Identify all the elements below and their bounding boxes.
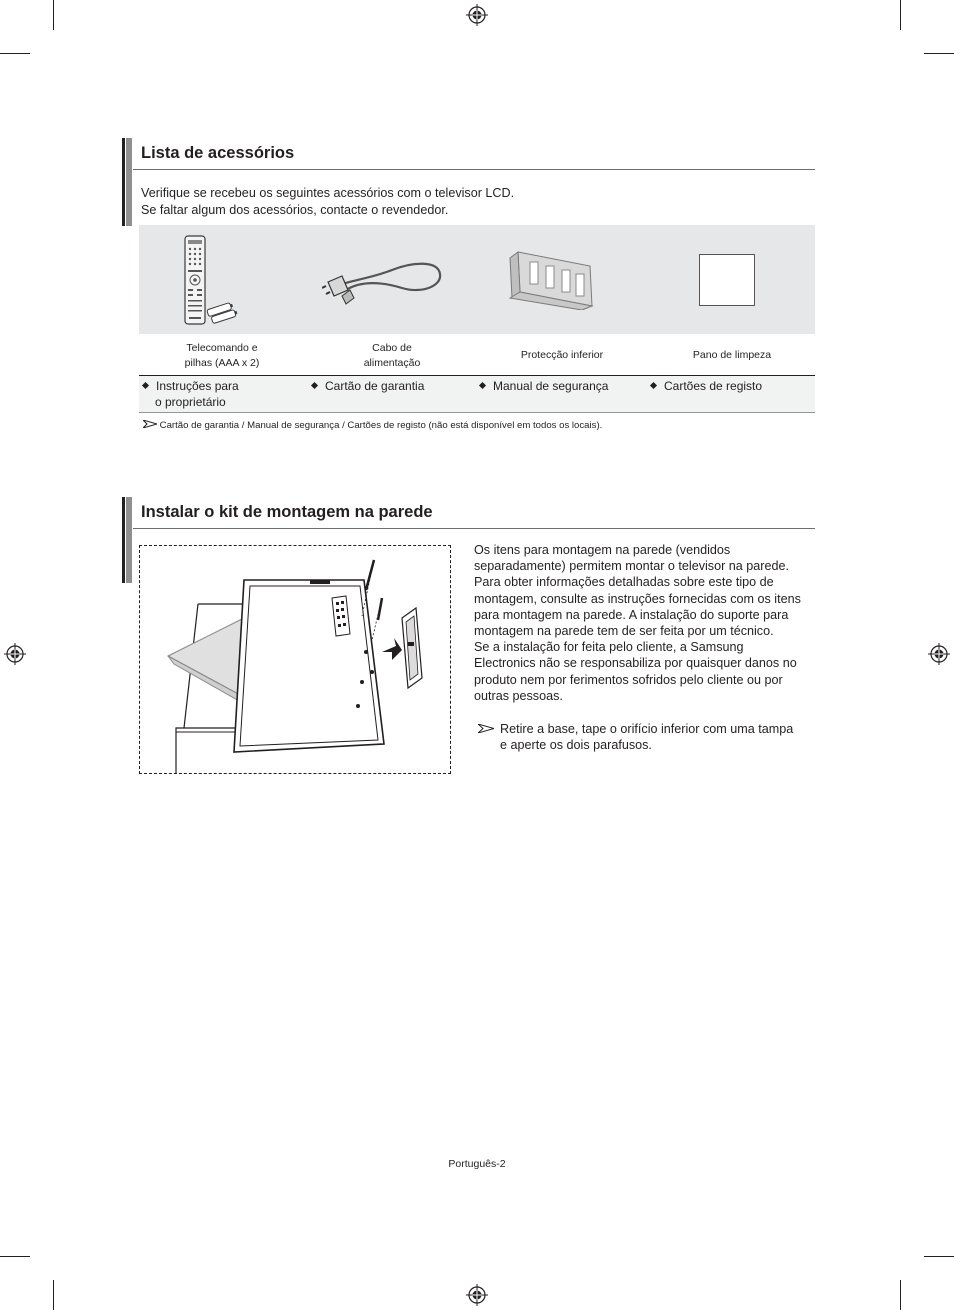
document-item	[312, 378, 424, 394]
paragraph-line: Os itens para montagem na parede (vendidos	[474, 543, 731, 557]
accessory-caption-line: pilhas (AAA x 2)	[184, 357, 260, 369]
section-accent-bar	[122, 138, 132, 226]
footnote	[143, 419, 602, 433]
document-item-label: Cartão de garantia	[325, 379, 425, 393]
document-item-label: Cartões de registo	[664, 379, 763, 393]
intro-line: Verifique se recebeu os seguintes acessórios com o televisor LCD.	[141, 186, 515, 200]
paragraph-line: Para obter informações detalhadas sobre este tipo de	[474, 575, 774, 590]
document-item	[480, 378, 608, 394]
wall-mount-note	[500, 721, 793, 753]
crop-mark	[900, 0, 901, 30]
document-item-label: o proprietário	[155, 395, 226, 409]
crop-mark	[53, 1280, 54, 1310]
registration-mark-icon	[928, 643, 950, 665]
registration-mark-icon	[466, 1284, 488, 1306]
section-title: Lista de acessórios	[141, 144, 295, 162]
accessory-caption	[494, 348, 630, 363]
accessory-caption	[162, 341, 282, 371]
power-cable-image	[322, 250, 446, 306]
document-item-label: Instruções para	[156, 379, 239, 393]
crop-mark	[924, 1256, 954, 1257]
bullet-diamond-icon	[142, 382, 149, 389]
paragraph-line: montagem na parede tem de ser feita por um técnico.	[474, 624, 774, 639]
footnote-text: Cartão de garantia / Manual de segurança / Cartões de registo (não está disponível em todos os locais).	[159, 420, 603, 431]
crop-mark	[53, 0, 54, 30]
bottom-protection-image	[504, 244, 598, 310]
document-item	[651, 378, 762, 394]
document-item	[143, 378, 239, 410]
paragraph-line: montagem, consulte as instruções fornecidas com os itens	[474, 591, 801, 606]
tv-wall-mount-drawing	[140, 546, 450, 773]
paragraph-line: produto nem por ferimentos sofridos pelo cliente ou por	[474, 672, 783, 687]
intro-line: Se faltar algum dos acessórios, contacte o revendedor.	[141, 203, 449, 217]
paragraph-line: outras pessoas.	[474, 688, 563, 703]
registration-mark-icon	[466, 4, 488, 26]
document-item-label: Manual de segurança	[493, 379, 609, 393]
paragraph-line: separadamente) permitem montar o televisor na parede.	[474, 559, 790, 574]
accessory-caption-line: Protecção inferior	[520, 349, 604, 361]
intro-text	[141, 185, 514, 219]
section-rule	[133, 169, 815, 170]
crop-mark	[900, 1280, 901, 1310]
paragraph-line: Se a instalação for feita pelo cliente, a Samsung	[474, 640, 744, 655]
accessory-caption-line: Telecomando e	[186, 342, 258, 354]
accessory-caption-line: alimentação	[363, 357, 421, 369]
paragraph-line: Electronics não se responsabiliza por quaisquer danos no	[474, 656, 797, 671]
crop-mark	[0, 53, 30, 54]
bullet-diamond-icon	[311, 382, 318, 389]
cleaning-cloth-image	[699, 254, 755, 306]
crop-mark	[924, 53, 954, 54]
section-accent-bar	[122, 497, 132, 583]
crop-mark	[0, 1256, 30, 1257]
bullet-diamond-icon	[479, 382, 486, 389]
accessory-caption-line: Pano de limpeza	[692, 349, 772, 361]
documents-bottom-rule	[139, 412, 815, 413]
page-number: Português-2	[448, 1158, 506, 1170]
remote-control-image	[178, 234, 240, 328]
registration-mark-icon	[4, 643, 26, 665]
arrow-note-icon	[143, 420, 157, 428]
section-title: Instalar o kit de montagem na parede	[141, 503, 433, 521]
paragraph-line: para montagem na parede. A instalação do suporte para	[474, 607, 789, 622]
accessory-caption	[332, 341, 452, 371]
accessory-caption-line: Cabo de	[372, 342, 412, 354]
arrow-note-icon	[478, 724, 494, 733]
wall-mount-paragraph	[474, 542, 824, 704]
section-rule	[133, 528, 815, 529]
note-line: e aperte os dois parafusos.	[500, 738, 652, 753]
accessory-caption	[664, 348, 800, 363]
note-line: Retire a base, tape o orifício inferior com uma tampa	[500, 722, 794, 736]
wall-mount-illustration	[139, 545, 451, 774]
bullet-diamond-icon	[650, 382, 657, 389]
